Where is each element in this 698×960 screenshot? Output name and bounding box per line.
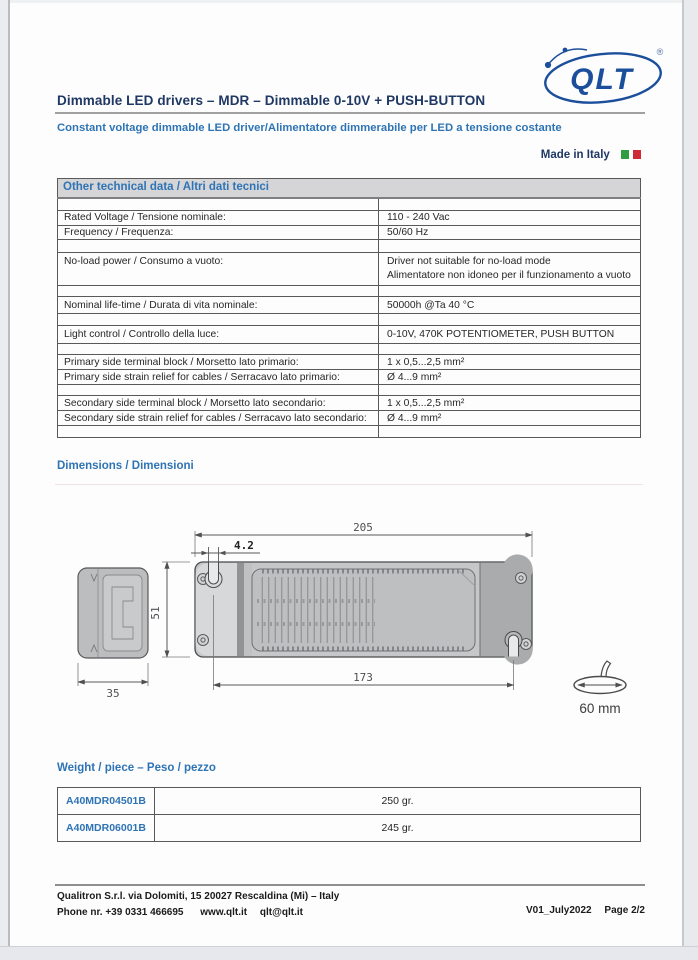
depth-dim-label: 35	[106, 687, 120, 700]
table-row	[58, 815, 641, 842]
tech-data-table	[57, 178, 641, 438]
spacer-cell	[379, 286, 641, 297]
screw-icon	[198, 635, 209, 646]
italy-flag-icon	[621, 149, 641, 161]
spacer-cell	[58, 344, 379, 355]
hole-dim-label: 4.2	[234, 539, 254, 552]
footer-meta	[57, 905, 645, 916]
row-label: Light control / Controllo della luce:	[58, 326, 379, 344]
spacer-cell	[379, 198, 641, 211]
title-divider	[55, 112, 645, 114]
row-value: Ø 4...9 mm²	[379, 411, 641, 426]
spacer-cell	[58, 314, 379, 326]
pitch-dim-label: 173	[353, 671, 373, 684]
logo-atom-dot-icon	[545, 62, 551, 68]
row-value: 1 x 0,5...2,5 mm²	[379, 396, 641, 411]
footer-email-link[interactable]: qlt@qlt.it	[259, 907, 303, 918]
row-label: Frequency / Frequenza:	[58, 226, 379, 240]
hole-dimension	[191, 539, 260, 562]
made-in-italy-label: Made in Italy	[540, 149, 610, 161]
row-value-line2: Alimentatore non idoneo per il funzionamento a vuoto	[387, 269, 631, 281]
dimension-drawing	[60, 505, 640, 725]
row-label: No-load power / Consumo a vuoto:	[58, 253, 379, 286]
spacer-cell	[379, 240, 641, 253]
photo-edge	[0, 946, 698, 960]
row-value: 50000h @Ta 40 °C	[379, 297, 641, 314]
tech-table-header: Other technical data / Altri dati tecnici	[58, 179, 641, 198]
footer-page-number: Page 2/2	[604, 905, 645, 916]
row-label: Rated Voltage / Tensione nominale:	[58, 211, 379, 226]
cutout-dim-label: 60 mm	[579, 701, 621, 716]
made-in-italy	[57, 149, 641, 161]
spacer-cell	[58, 286, 379, 297]
row-label: Secondary side strain relief for cables / Serracavo lato secondario:	[58, 411, 379, 426]
row-label: Nominal life-time / Durata di vita nominale:	[58, 297, 379, 314]
spacer-cell	[58, 198, 379, 211]
row-value: 0-10V, 470K POTENTIOMETER, PUSH BUTTON	[379, 326, 641, 344]
spacer-cell	[379, 426, 641, 438]
weight-value-cell: 250 gr.	[155, 788, 641, 815]
row-label: Primary side terminal block / Morsetto lato primario:	[58, 355, 379, 370]
weight-table	[57, 787, 641, 842]
row-value: 50/60 Hz	[379, 226, 641, 240]
weight-heading: Weight / piece – Peso / pezzo	[57, 762, 216, 774]
footer-divider	[55, 884, 645, 886]
spacer-cell	[379, 314, 641, 326]
row-label: Primary side strain relief for cables / Serracavo lato primario:	[58, 370, 379, 385]
footer-web-link[interactable]: www.qlt.it	[200, 907, 248, 918]
footer-version: V01_July2022	[526, 905, 592, 916]
height-dim-label: 51	[149, 606, 162, 620]
top-view	[195, 554, 533, 664]
photo-edge	[682, 0, 698, 960]
weight-value-cell: 245 gr.	[155, 815, 641, 842]
table-row	[58, 788, 641, 815]
row-value: Ø 4...9 mm²	[379, 370, 641, 385]
registered-mark: ®	[656, 47, 664, 57]
height-dimension	[149, 562, 190, 657]
footer-address: Qualitron S.r.l. via Dolomiti, 15 20027 Rescaldina (Mi) – Italy	[57, 891, 340, 902]
row-value	[379, 253, 641, 286]
spacer-cell	[379, 344, 641, 355]
spacer-cell	[58, 240, 379, 253]
side-view	[78, 568, 148, 700]
part-code-cell: A40MDR04501B	[58, 788, 155, 815]
footer-phone: Phone nr. +39 0331 466695	[57, 907, 184, 918]
length-dim-label: 205	[353, 521, 373, 534]
dimensions-divider	[55, 484, 643, 485]
part-code-cell: A40MDR06001B	[58, 815, 155, 842]
logo-atom-dot-icon	[563, 48, 568, 53]
cutout-hole-icon	[574, 661, 626, 694]
page-subtitle: Constant voltage dimmable LED driver/Alimentatore dimmerabile per LED a tensione costante	[57, 122, 562, 134]
spacer-cell	[58, 385, 379, 396]
page-title: Dimmable LED drivers – MDR – Dimmable 0-10V + PUSH-BUTTON	[57, 93, 486, 108]
spacer-cell	[379, 385, 641, 396]
dimensions-heading: Dimensions / Dimensioni	[57, 460, 194, 472]
spacer-cell	[58, 426, 379, 438]
row-value: 1 x 0,5...2,5 mm²	[379, 355, 641, 370]
row-label: Secondary side terminal block / Morsetto lato secondario:	[58, 396, 379, 411]
screw-icon	[516, 573, 527, 584]
flag-red	[633, 150, 641, 159]
row-value: 110 - 240 Vac	[379, 211, 641, 226]
row-value-line1: Driver not suitable for no-load mode	[387, 256, 551, 268]
photo-edge	[0, 0, 10, 960]
flag-green	[621, 150, 629, 159]
logo-text: QLT	[570, 63, 634, 96]
photo-edge	[0, 0, 698, 3]
